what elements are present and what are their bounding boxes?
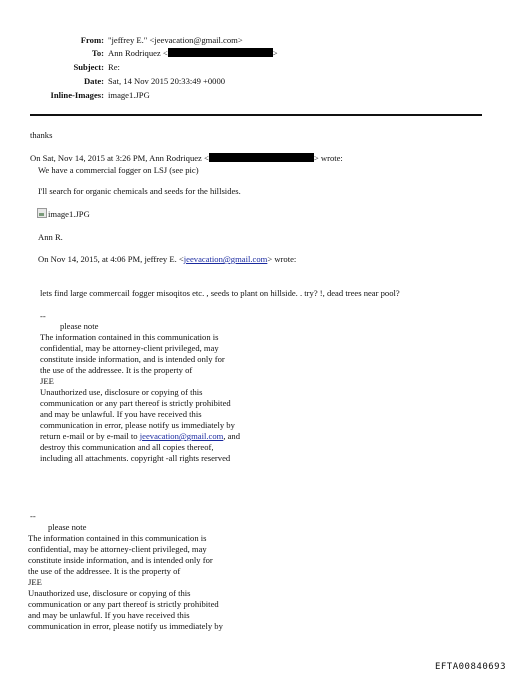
notice1-line: and may be unlawful. If you have received this [40, 409, 202, 419]
subject-label: Subject: [73, 62, 104, 72]
notice1-line: communication or any part thereof is strictly prohibited [40, 398, 231, 408]
notice2-line: constitute inside information, and is intended only for [28, 555, 213, 565]
document-id: EFTA00840693 [434, 662, 506, 672]
signature: Ann R. [38, 232, 63, 242]
date-value: Sat, 14 Nov 2015 20:33:49 +0000 [108, 76, 226, 86]
redaction-bar [209, 153, 314, 162]
notice2-line: and may be unlawful. If you have received this [28, 610, 190, 620]
quote2-intro [38, 254, 296, 265]
reply-thanks: thanks [30, 130, 53, 140]
quote1-intro-text: On Sat, Nov 14, 2015 at 3:26 PM, Ann Rodriquez < [30, 153, 209, 163]
message-fogger: We have a commercial fogger on LSJ (see pic) [38, 165, 199, 175]
subject-value: Re: [108, 62, 120, 72]
notice2-line: The information contained in this communication is [28, 533, 207, 543]
separator-2: -- [30, 511, 36, 521]
to-value-suffix: > [272, 48, 278, 58]
quote2-intro-text: On Nov 14, 2015, at 4:06 PM, jeffrey E. < [38, 254, 184, 264]
notice1-line: The information contained in this communication is [40, 332, 219, 342]
date-label: Date: [83, 76, 104, 86]
notice1-line: including all attachments. copyright -all rights reserved [40, 453, 231, 463]
notice1-line: JEE [40, 376, 54, 386]
notice1-email-link[interactable]: jeevacation@gmail.com [139, 431, 224, 441]
from-label: From: [80, 35, 104, 45]
notice2-line: Unauthorized use, disclosure or copying of this [28, 588, 191, 598]
inline-image-placeholder[interactable] [37, 208, 90, 220]
notice1-line: destroy this communication and all copies thereof, [40, 442, 214, 452]
to-value-prefix: Ann Rodriquez < [108, 48, 168, 58]
notice1-line: communication in error, please notify us immediately by [40, 420, 235, 430]
inline-images-value: image1.JPG [108, 90, 150, 100]
notice2-line: communication in error, please notify us immediately by [28, 621, 223, 631]
notice1-line: constitute inside information, and is intended only for [40, 354, 225, 364]
notice1-return-line [40, 431, 240, 442]
notice1-return-prefix: return e-mail or by e-mail to [40, 431, 140, 441]
inline-images-label: Inline-Images: [50, 90, 104, 100]
broken-image-icon [37, 208, 47, 218]
notice1-line: confidential, may be attorney-client privileged, may [40, 343, 219, 353]
notice1-line: Unauthorized use, disclosure or copying of this [40, 387, 203, 397]
message-lets: lets find large commercail fogger misoqitos etc. , seeds to plant on hillside. . try? !, dead trees near pool? [40, 288, 400, 298]
redaction-bar [168, 48, 273, 57]
from-value: "jeffrey E." <jeevacation@gmail.com> [108, 35, 243, 45]
notice2-line: JEE [28, 577, 42, 587]
notice2-line: the use of the addressee. It is the property of [28, 566, 181, 576]
notice1-line: please note [60, 321, 99, 331]
quote1-intro-end: > wrote: [313, 153, 343, 163]
notice2-line: confidential, may be attorney-client privileged, may [28, 544, 207, 554]
header-divider [30, 114, 482, 116]
quote1-intro [30, 153, 343, 164]
to-value [108, 48, 278, 59]
message-search: I'll search for organic chemicals and seeds for the hillsides. [38, 186, 241, 196]
to-label: To: [91, 48, 104, 58]
notice1-return-suffix: , and [223, 431, 241, 441]
separator-1: -- [40, 311, 46, 321]
quote2-intro-end: > wrote: [267, 254, 297, 264]
image-alt-text: image1.JPG [48, 209, 90, 219]
notice1-line: the use of the addressee. It is the property of [40, 365, 193, 375]
notice2-line: communication or any part thereof is strictly prohibited [28, 599, 219, 609]
quote2-email-link[interactable]: jeevacation@gmail.com [183, 254, 268, 264]
notice2-line: please note [48, 522, 87, 532]
